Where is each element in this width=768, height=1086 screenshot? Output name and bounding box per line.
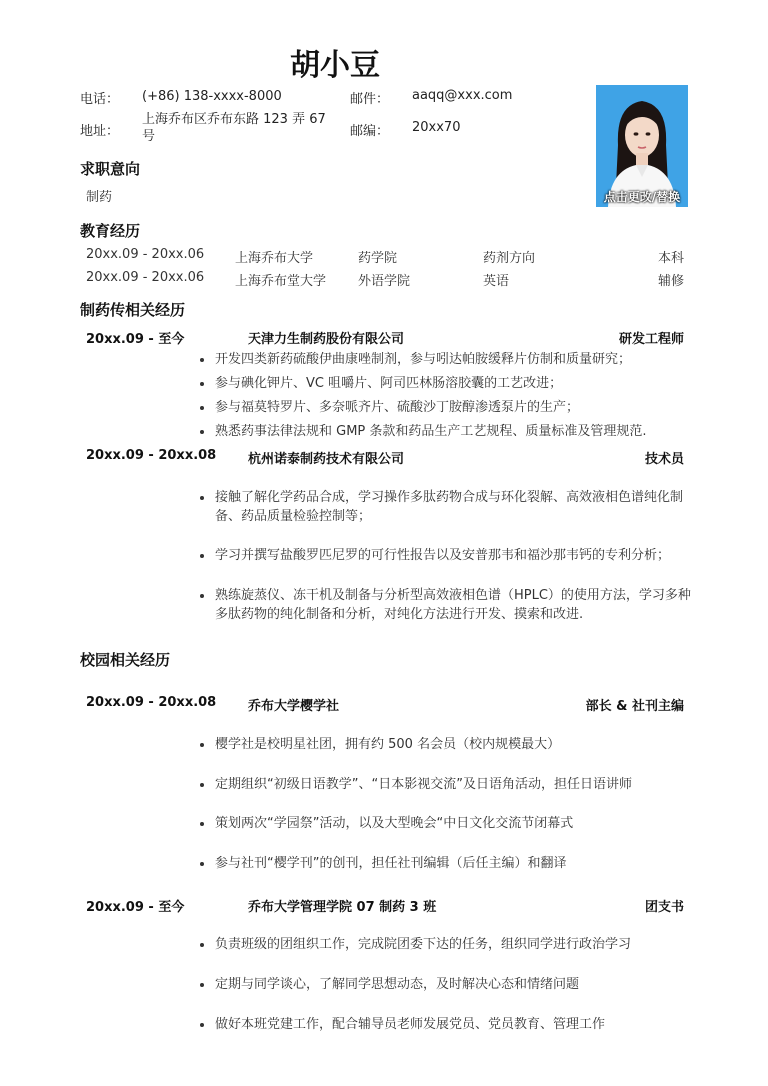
bullet-dot bbox=[200, 496, 204, 500]
phone-label: 电话： bbox=[80, 92, 120, 107]
job-header bbox=[0, 328, 768, 346]
edu-college: 药学院 bbox=[358, 251, 398, 266]
list-item bbox=[215, 735, 695, 754]
job-role: 技术员 bbox=[644, 452, 684, 467]
list-item bbox=[215, 1015, 695, 1034]
candidate-name: 胡小豆 bbox=[290, 48, 380, 83]
address-label: 地址： bbox=[80, 124, 120, 139]
bullet-dot bbox=[200, 943, 204, 947]
campus-header bbox=[0, 896, 768, 914]
list-item bbox=[215, 546, 695, 565]
edu-college: 外语学院 bbox=[358, 274, 411, 289]
section-title-education: 教育经历 bbox=[80, 222, 141, 240]
campus-header bbox=[0, 695, 768, 713]
job-company: 天津力生制药股份有限公司 bbox=[248, 332, 405, 347]
edu-school: 上海乔布堂大学 bbox=[235, 274, 327, 289]
bullet-dot bbox=[200, 983, 204, 987]
campus-org: 乔布大学樱学社 bbox=[248, 699, 340, 714]
campus-period: 20xx.09 - 至今 bbox=[86, 900, 185, 915]
section-title-intent: 求职意向 bbox=[80, 160, 141, 178]
email-value: aaqq@xxx.com bbox=[412, 88, 513, 103]
zip-value: 20xx70 bbox=[412, 120, 461, 135]
list-item-text: 参与社刊“樱学刊”的创刊，担任社刊编辑（后任主编）和翻译 bbox=[215, 856, 567, 871]
list-item-text: 接触了解化学药品合成，学习操作多肽药物合成与环化裂解、高效液相色谱纯化制备、药品质量检验控制等； bbox=[215, 490, 684, 524]
list-item bbox=[215, 488, 695, 526]
list-item bbox=[215, 586, 695, 624]
edu-period: 20xx.09 - 20xx.06 bbox=[86, 270, 205, 285]
edu-major: 药剂方向 bbox=[483, 251, 536, 266]
list-item-text: 策划两次“学园祭”活动，以及大型晚会“中日文化交流节闭幕式 bbox=[215, 816, 574, 831]
list-item-text: 熟练旋蒸仪、冻干机及制备与分析型高效液相色谱（HPLC）的使用方法，学习多种多肽药物的纯化制备和分析，对纯化方法进行开发、摸索和改进. bbox=[215, 588, 691, 622]
list-item bbox=[215, 814, 695, 833]
bullet-dot bbox=[200, 862, 204, 866]
bullet-dot bbox=[200, 358, 204, 362]
zip-label: 邮编： bbox=[350, 124, 390, 139]
section-title-campus: 校园相关经历 bbox=[80, 651, 171, 669]
list-item bbox=[215, 854, 695, 873]
list-item-text: 参与碘化钾片、VC 咀嚼片、阿司匹林肠溶胶囊的工艺改进； bbox=[215, 376, 563, 391]
profile-photo[interactable] bbox=[596, 85, 688, 207]
edu-school: 上海乔布大学 bbox=[235, 251, 314, 266]
education-row bbox=[0, 270, 768, 288]
section-title-work: 制药传相关经历 bbox=[80, 301, 186, 319]
bullet-dot bbox=[200, 743, 204, 747]
campus-role: 部长 & 社刊主编 bbox=[585, 699, 684, 714]
bullet-dot bbox=[200, 382, 204, 386]
list-item bbox=[215, 374, 695, 393]
list-item bbox=[215, 398, 695, 417]
bullet-dot bbox=[200, 822, 204, 826]
campus-org: 乔布大学管理学院 07 制药 3 班 bbox=[248, 900, 437, 915]
list-item bbox=[215, 935, 695, 954]
phone-value: (+86) 138-xxxx-8000 bbox=[142, 89, 282, 104]
list-item-text: 做好本班党建工作，配合辅导员老师发展党员、党员教育、管理工作 bbox=[215, 1017, 606, 1032]
job-company: 杭州诺泰制药技术有限公司 bbox=[248, 452, 405, 467]
list-item-text: 参与福莫特罗片、多奈哌齐片、硫酸沙丁胺醇渗透泵片的生产； bbox=[215, 400, 580, 415]
intent-value: 制药 bbox=[86, 190, 113, 205]
job-header bbox=[0, 448, 768, 466]
bullet-dot bbox=[200, 430, 204, 434]
bullet-dot bbox=[200, 783, 204, 787]
list-item bbox=[215, 975, 695, 994]
contact-row-address-zip bbox=[0, 111, 600, 147]
change-photo-button[interactable]: 点击更改/替换 bbox=[603, 190, 681, 204]
edu-degree: 辅修 bbox=[657, 274, 684, 289]
list-item-text: 负责班级的团组织工作，完成院团委下达的任务，组织同学进行政治学习 bbox=[215, 937, 632, 952]
address-value: 上海乔布区乔布东路 123 弄 67 号 bbox=[142, 112, 326, 144]
edu-major: 英语 bbox=[483, 274, 510, 289]
edu-period: 20xx.09 - 20xx.06 bbox=[86, 247, 205, 262]
contact-row-phone-email bbox=[0, 88, 600, 106]
job-role: 研发工程师 bbox=[618, 332, 684, 347]
list-item-text: 学习并撰写盐酸罗匹尼罗的可行性报告以及安普那韦和福沙那韦钙的专利分析； bbox=[215, 548, 671, 563]
bullet-dot bbox=[200, 406, 204, 410]
list-item-text: 樱学社是校明星社团，拥有约 500 名会员（校内规模最大） bbox=[215, 737, 561, 752]
campus-role: 团支书 bbox=[644, 900, 684, 915]
list-item bbox=[215, 350, 695, 369]
list-item-text: 定期组织“初级日语教学”、“日本影视交流”及日语角活动，担任日语讲师 bbox=[215, 777, 632, 792]
job-period: 20xx.09 - 20xx.08 bbox=[86, 448, 217, 463]
list-item bbox=[215, 422, 695, 441]
bullet-dot bbox=[200, 594, 204, 598]
list-item-text: 熟悉药事法律法规和 GMP 条款和药品生产工艺规程、质量标准及管理规范. bbox=[215, 424, 647, 439]
campus-period: 20xx.09 - 20xx.08 bbox=[86, 695, 217, 710]
education-row bbox=[0, 247, 768, 265]
job-period: 20xx.09 - 至今 bbox=[86, 332, 185, 347]
list-item-text: 定期与同学谈心，了解同学思想动态，及时解决心态和情绪问题 bbox=[215, 977, 580, 992]
list-item-text: 开发四类新药硫酸伊曲康唑制剂，参与吲达帕胺缓释片仿制和质量研究； bbox=[215, 352, 632, 367]
edu-degree: 本科 bbox=[657, 251, 684, 266]
email-label: 邮件： bbox=[350, 92, 390, 107]
list-item bbox=[215, 775, 695, 794]
bullet-dot bbox=[200, 1023, 204, 1027]
bullet-dot bbox=[200, 554, 204, 558]
